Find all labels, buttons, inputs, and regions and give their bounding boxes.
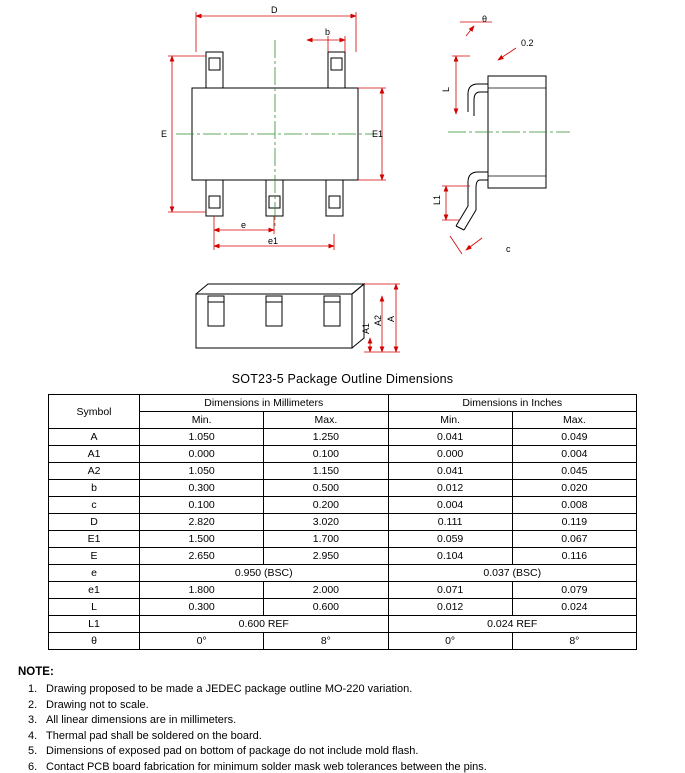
cell-in-min: 0.041 xyxy=(388,429,512,446)
label-e1: e1 xyxy=(268,236,279,246)
table-row xyxy=(49,480,637,497)
cell-symbol: e xyxy=(49,565,140,582)
cell-mm-span: 0.600 REF xyxy=(140,616,389,633)
cell-symbol: L1 xyxy=(49,616,140,633)
cell-in-max: 8° xyxy=(512,633,636,650)
cell-in-min: 0.012 xyxy=(388,480,512,497)
dimensions-table-body xyxy=(49,429,637,650)
cell-mm-min: 1.500 xyxy=(140,531,264,548)
table-row xyxy=(49,548,637,565)
note-item xyxy=(18,714,667,726)
cell-mm-min: 0.300 xyxy=(140,599,264,616)
cell-in-max: 0.049 xyxy=(512,429,636,446)
note-number: 5. xyxy=(28,745,38,757)
header-inches: Dimensions in Inches xyxy=(388,395,637,412)
note-item xyxy=(18,745,667,757)
table-header-group-row xyxy=(49,395,637,412)
cell-in-max: 0.020 xyxy=(512,480,636,497)
note-item xyxy=(18,761,667,773)
dimensions-table xyxy=(48,394,637,650)
cell-mm-max: 0.200 xyxy=(264,497,388,514)
note-text: All linear dimensions are in millimeters. xyxy=(46,714,237,726)
top-view xyxy=(161,5,386,250)
cell-symbol: A xyxy=(49,429,140,446)
cell-symbol: E xyxy=(49,548,140,565)
label-A2: A2 xyxy=(373,314,383,326)
cell-in-min: 0.059 xyxy=(388,531,512,548)
note-text: Dimensions of exposed pad on bottom of package do not include mold flash. xyxy=(46,745,419,757)
note-number: 2. xyxy=(28,698,38,711)
cell-symbol: E1 xyxy=(49,531,140,548)
label-b: b xyxy=(325,27,331,37)
cell-symbol: θ xyxy=(49,633,140,650)
cell-mm-min: 0.000 xyxy=(140,446,264,463)
notes-section xyxy=(18,666,667,773)
cell-in-max: 0.045 xyxy=(512,463,636,480)
table-row xyxy=(49,565,637,582)
cell-symbol: b xyxy=(49,480,140,497)
label-A: A xyxy=(386,315,396,322)
cell-mm-max: 2.000 xyxy=(264,582,388,599)
cell-mm-min: 0.300 xyxy=(140,480,264,497)
header-in-min: Min. xyxy=(388,412,512,429)
header-mm-max: Max. xyxy=(264,412,388,429)
cell-in-max: 0.116 xyxy=(512,548,636,565)
label-D: D xyxy=(271,5,278,15)
header-mm-min: Min. xyxy=(140,412,264,429)
cell-in-min: 0.041 xyxy=(388,463,512,480)
table-row xyxy=(49,514,637,531)
cell-in-min: 0.000 xyxy=(388,446,512,463)
cell-in-min: 0.111 xyxy=(388,514,512,531)
cell-in-max: 0.024 xyxy=(512,599,636,616)
cell-in-max: 0.079 xyxy=(512,582,636,599)
side-view xyxy=(432,14,570,254)
table-row xyxy=(49,616,637,633)
note-number: 3. xyxy=(28,714,38,726)
cell-mm-max: 1.250 xyxy=(264,429,388,446)
label-theta: θ xyxy=(482,14,488,24)
note-text: Drawing not to scale. xyxy=(46,698,149,711)
note-text: Contact PCB board fabrication for minimum solder mask web tolerances between the pins. xyxy=(46,760,487,773)
note-item xyxy=(18,683,667,695)
cell-mm-max: 0.500 xyxy=(264,480,388,497)
cell-mm-max: 8° xyxy=(264,633,388,650)
cell-in-max: 0.004 xyxy=(512,446,636,463)
label-e: e xyxy=(241,220,247,230)
drawing-caption: SOT23-5 Package Outline Dimensions xyxy=(231,372,454,386)
cell-symbol: A2 xyxy=(49,463,140,480)
note-number: 4. xyxy=(28,729,38,742)
note-item xyxy=(18,699,667,711)
cell-mm-max: 2.950 xyxy=(264,548,388,565)
package-drawing-svg xyxy=(0,0,685,370)
table-row xyxy=(49,582,637,599)
front-view xyxy=(196,284,400,352)
cell-mm-max: 0.600 xyxy=(264,599,388,616)
table-row xyxy=(49,446,637,463)
cell-in-min: 0.104 xyxy=(388,548,512,565)
label-c: c xyxy=(506,244,511,254)
table-row xyxy=(49,599,637,616)
label-L: L xyxy=(441,86,451,92)
cell-mm-min: 2.820 xyxy=(140,514,264,531)
cell-mm-max: 3.020 xyxy=(264,514,388,531)
label-L1: L1 xyxy=(432,194,442,205)
cell-mm-min: 1.800 xyxy=(140,582,264,599)
cell-in-max: 0.067 xyxy=(512,531,636,548)
cell-symbol: L xyxy=(49,599,140,616)
note-text: Thermal pad shall be soldered on the board. xyxy=(46,729,262,742)
header-symbol: Symbol xyxy=(49,395,140,429)
cell-symbol: c xyxy=(49,497,140,514)
cell-in-max: 0.008 xyxy=(512,497,636,514)
table-row xyxy=(49,497,637,514)
cell-in-min: 0.012 xyxy=(388,599,512,616)
notes-list xyxy=(18,683,667,773)
notes-title: NOTE: xyxy=(18,666,54,678)
cell-in-min: 0.071 xyxy=(388,582,512,599)
cell-in-span: 0.024 REF xyxy=(388,616,637,633)
cell-mm-min: 1.050 xyxy=(140,463,264,480)
cell-in-max: 0.119 xyxy=(512,514,636,531)
cell-mm-span: 0.950 (BSC) xyxy=(140,565,389,582)
cell-mm-min: 2.650 xyxy=(140,548,264,565)
note-text: Drawing proposed to be made a JEDEC package outline MO-220 variation. xyxy=(46,683,413,695)
label-A1: A1 xyxy=(361,322,371,334)
note-number: 6. xyxy=(28,760,38,773)
header-millimeters: Dimensions in Millimeters xyxy=(140,395,389,412)
label-E1: E1 xyxy=(372,129,384,139)
cell-mm-min: 0.100 xyxy=(140,497,264,514)
cell-in-min: 0° xyxy=(388,633,512,650)
label-E: E xyxy=(161,129,168,139)
cell-mm-min: 0° xyxy=(140,633,264,650)
cell-mm-max: 1.700 xyxy=(264,531,388,548)
package-drawing xyxy=(0,0,685,370)
cell-symbol: A1 xyxy=(49,446,140,463)
cell-in-span: 0.037 (BSC) xyxy=(388,565,637,582)
table-row xyxy=(49,463,637,480)
table-row xyxy=(49,633,637,650)
cell-mm-min: 1.050 xyxy=(140,429,264,446)
dimensions-table-wrap xyxy=(48,394,637,650)
cell-symbol: e1 xyxy=(49,582,140,599)
note-number: 1. xyxy=(28,683,38,695)
header-in-max: Max. xyxy=(512,412,636,429)
cell-mm-max: 1.150 xyxy=(264,463,388,480)
label-gap: 0.2 xyxy=(521,38,534,48)
table-row xyxy=(49,531,637,548)
cell-symbol: D xyxy=(49,514,140,531)
cell-in-min: 0.004 xyxy=(388,497,512,514)
cell-mm-max: 0.100 xyxy=(264,446,388,463)
table-row xyxy=(49,429,637,446)
